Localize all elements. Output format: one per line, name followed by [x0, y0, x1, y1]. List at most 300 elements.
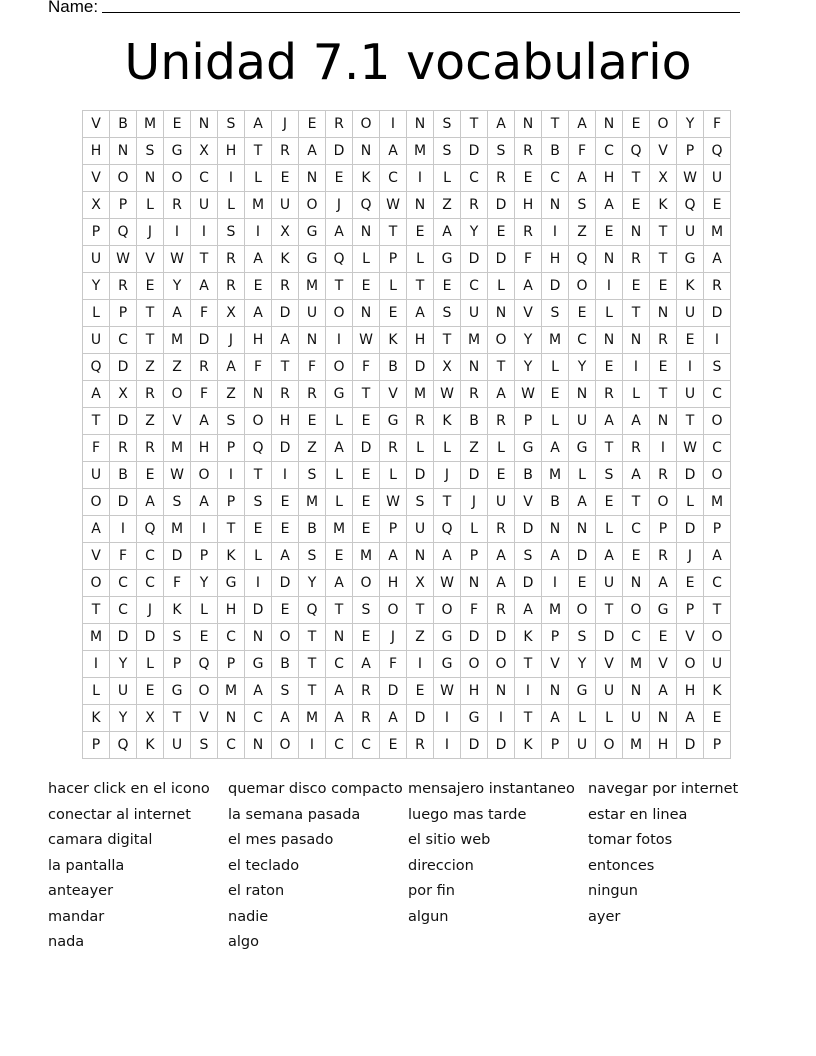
grid-cell: A [272, 705, 299, 732]
grid-cell: D [461, 624, 488, 651]
grid-cell: V [191, 705, 218, 732]
grid-cell: O [245, 408, 272, 435]
grid-cell: O [677, 651, 704, 678]
grid-cell: T [83, 597, 110, 624]
grid-cell: O [461, 651, 488, 678]
word-list-item: conectar al internet [48, 806, 191, 823]
word-list-item: el raton [228, 883, 285, 899]
grid-cell: P [218, 489, 245, 516]
grid-cell: U [623, 705, 650, 732]
grid-cell: Q [434, 516, 461, 543]
grid-cell: M [326, 516, 353, 543]
grid-cell: G [434, 246, 461, 273]
grid-cell: B [380, 354, 407, 381]
grid-cell: T [623, 489, 650, 516]
grid-cell: F [191, 381, 218, 408]
grid-cell: D [110, 408, 137, 435]
grid-cell: V [650, 651, 677, 678]
grid-cell: V [515, 300, 542, 327]
grid-cell: R [461, 192, 488, 219]
grid-cell: D [110, 489, 137, 516]
grid-cell: I [623, 354, 650, 381]
grid-cell: N [596, 246, 623, 273]
grid-cell: D [488, 732, 515, 759]
grid-cell: Y [191, 570, 218, 597]
grid-cell: H [218, 138, 245, 165]
grid-cell: T [434, 489, 461, 516]
grid-cell: O [353, 570, 380, 597]
grid-cell: K [83, 705, 110, 732]
grid-cell: F [380, 651, 407, 678]
grid-cell: T [326, 597, 353, 624]
grid-cell: R [299, 381, 326, 408]
grid-cell: R [488, 516, 515, 543]
word-list-item: nadie [228, 908, 269, 925]
grid-cell: C [191, 165, 218, 192]
grid-cell: R [488, 597, 515, 624]
grid-cell: O [488, 327, 515, 354]
grid-cell: X [218, 300, 245, 327]
grid-cell: R [407, 732, 434, 759]
grid-cell: I [596, 273, 623, 300]
grid-cell: E [380, 732, 407, 759]
grid-cell: D [110, 624, 137, 651]
grid-cell: U [569, 732, 596, 759]
grid-cell: E [353, 489, 380, 516]
word-list-item: por fin [408, 883, 455, 899]
grid-cell: O [488, 651, 515, 678]
grid-cell: W [434, 570, 461, 597]
grid-cell: Z [461, 435, 488, 462]
grid-cell: K [137, 732, 164, 759]
grid-cell: R [650, 543, 677, 570]
grid-cell: E [650, 354, 677, 381]
grid-cell: S [542, 300, 569, 327]
grid-cell: Y [569, 651, 596, 678]
grid-cell: O [380, 597, 407, 624]
grid-cell: Z [137, 408, 164, 435]
grid-cell: N [623, 327, 650, 354]
grid-cell: M [299, 273, 326, 300]
grid-cell: D [407, 354, 434, 381]
grid-cell: H [272, 408, 299, 435]
grid-cell: B [110, 111, 137, 138]
grid-cell: N [596, 111, 623, 138]
grid-cell: F [299, 354, 326, 381]
grid-cell: Z [164, 354, 191, 381]
grid-cell: H [650, 732, 677, 759]
grid-cell: Y [461, 219, 488, 246]
grid-cell: W [677, 165, 704, 192]
grid-cell: M [461, 327, 488, 354]
grid-cell: F [569, 138, 596, 165]
grid-cell: I [245, 219, 272, 246]
grid-cell: M [299, 489, 326, 516]
grid-cell: A [272, 327, 299, 354]
word-list-item: el teclado [228, 857, 300, 874]
grid-cell: N [623, 678, 650, 705]
grid-cell: N [650, 705, 677, 732]
grid-cell: A [245, 678, 272, 705]
grid-cell: S [218, 408, 245, 435]
grid-cell: G [380, 408, 407, 435]
grid-cell: A [326, 570, 353, 597]
grid-cell: P [83, 219, 110, 246]
grid-cell: A [353, 651, 380, 678]
grid-cell: S [569, 624, 596, 651]
grid-cell: Y [677, 111, 704, 138]
grid-cell: T [326, 273, 353, 300]
grid-cell: N [461, 570, 488, 597]
grid-cell: C [110, 570, 137, 597]
grid-cell: S [245, 489, 272, 516]
grid-cell: W [380, 489, 407, 516]
grid-cell: O [110, 165, 137, 192]
grid-cell: Q [110, 732, 137, 759]
grid-cell: E [650, 273, 677, 300]
grid-cell: C [353, 732, 380, 759]
grid-cell: L [596, 300, 623, 327]
word-list-item: ningun [588, 883, 638, 899]
grid-cell: Q [623, 138, 650, 165]
grid-cell: S [272, 678, 299, 705]
grid-cell: H [245, 327, 272, 354]
grid-cell: T [596, 597, 623, 624]
grid-cell: S [434, 138, 461, 165]
grid-cell: E [353, 408, 380, 435]
word-list-item: tomar fotos [588, 832, 673, 848]
word-list-item: el mes pasado [228, 832, 334, 848]
grid-cell: L [407, 246, 434, 273]
grid-cell: E [569, 300, 596, 327]
grid-cell: Q [299, 597, 326, 624]
grid-cell: H [218, 597, 245, 624]
grid-cell: M [623, 732, 650, 759]
grid-cell: W [677, 435, 704, 462]
grid-cell: D [461, 138, 488, 165]
grid-cell: E [677, 327, 704, 354]
grid-cell: V [83, 111, 110, 138]
grid-cell: P [110, 192, 137, 219]
grid-cell: P [191, 543, 218, 570]
grid-cell: A [83, 381, 110, 408]
grid-cell: R [218, 273, 245, 300]
grid-cell: N [650, 300, 677, 327]
grid-cell: G [164, 138, 191, 165]
grid-cell: R [650, 462, 677, 489]
grid-cell: M [299, 705, 326, 732]
grid-cell: I [164, 219, 191, 246]
grid-cell: N [326, 624, 353, 651]
grid-cell: M [542, 327, 569, 354]
grid-cell: N [515, 111, 542, 138]
name-label: Name: [48, 0, 99, 16]
word-list-item: camara digital [48, 832, 153, 848]
grid-cell: E [596, 489, 623, 516]
grid-cell: S [434, 111, 461, 138]
grid-cell: L [677, 489, 704, 516]
grid-cell: E [299, 408, 326, 435]
grid-cell: T [380, 219, 407, 246]
grid-cell: W [434, 381, 461, 408]
grid-cell: P [83, 732, 110, 759]
grid-cell: G [569, 435, 596, 462]
grid-cell: J [326, 192, 353, 219]
grid-cell: I [434, 705, 461, 732]
grid-cell: T [407, 273, 434, 300]
grid-cell: R [650, 327, 677, 354]
grid-cell: P [650, 516, 677, 543]
grid-cell: L [407, 435, 434, 462]
grid-cell: U [704, 651, 731, 678]
grid-cell: D [596, 624, 623, 651]
grid-cell: S [569, 192, 596, 219]
grid-cell: E [623, 111, 650, 138]
grid-cell: S [218, 219, 245, 246]
grid-cell: C [542, 165, 569, 192]
grid-cell: F [704, 111, 731, 138]
grid-cell: O [353, 111, 380, 138]
grid-cell: A [245, 246, 272, 273]
grid-cell: N [488, 300, 515, 327]
grid-cell: L [245, 165, 272, 192]
grid-cell: I [380, 111, 407, 138]
grid-cell: A [299, 138, 326, 165]
grid-cell: T [218, 516, 245, 543]
grid-cell: S [164, 624, 191, 651]
grid-cell: A [650, 570, 677, 597]
grid-cell: U [83, 246, 110, 273]
grid-cell: D [542, 273, 569, 300]
grid-cell: T [461, 111, 488, 138]
word-list-item: ayer [588, 908, 621, 925]
word-list-item: quemar disco compacto [228, 781, 403, 797]
grid-cell: I [650, 435, 677, 462]
grid-cell: A [596, 408, 623, 435]
grid-cell: F [353, 354, 380, 381]
grid-cell: R [137, 381, 164, 408]
grid-cell: D [488, 624, 515, 651]
grid-cell: K [704, 678, 731, 705]
grid-cell: D [191, 327, 218, 354]
grid-cell: E [623, 543, 650, 570]
grid-cell: E [353, 624, 380, 651]
grid-cell: F [515, 246, 542, 273]
grid-cell: P [461, 543, 488, 570]
grid-cell: M [164, 516, 191, 543]
grid-cell: P [704, 732, 731, 759]
grid-cell: N [353, 300, 380, 327]
grid-cell: B [542, 138, 569, 165]
grid-cell: T [299, 651, 326, 678]
grid-cell: R [407, 408, 434, 435]
grid-cell: I [407, 651, 434, 678]
grid-cell: A [407, 300, 434, 327]
grid-cell: V [596, 651, 623, 678]
grid-cell: P [542, 624, 569, 651]
grid-cell: E [137, 462, 164, 489]
grid-cell: V [515, 489, 542, 516]
grid-cell: E [623, 273, 650, 300]
word-list-item: la pantalla [48, 857, 125, 874]
grid-cell: I [542, 570, 569, 597]
grid-cell: I [542, 219, 569, 246]
grid-cell: R [110, 273, 137, 300]
grid-cell: A [569, 165, 596, 192]
grid-cell: R [515, 219, 542, 246]
grid-cell: Y [299, 570, 326, 597]
grid-cell: O [299, 192, 326, 219]
grid-cell: D [245, 597, 272, 624]
grid-cell: H [191, 435, 218, 462]
grid-cell: O [650, 111, 677, 138]
grid-cell: T [299, 678, 326, 705]
grid-cell: W [110, 246, 137, 273]
grid-cell: N [623, 219, 650, 246]
grid-cell: Z [299, 435, 326, 462]
grid-cell: O [83, 489, 110, 516]
grid-cell: G [650, 597, 677, 624]
grid-cell: G [164, 678, 191, 705]
grid-cell: M [407, 381, 434, 408]
grid-cell: G [434, 651, 461, 678]
grid-cell: E [623, 192, 650, 219]
grid-cell: Q [137, 516, 164, 543]
grid-cell: T [245, 462, 272, 489]
grid-cell: S [434, 300, 461, 327]
grid-cell: L [326, 408, 353, 435]
grid-cell: R [353, 678, 380, 705]
grid-cell: G [434, 624, 461, 651]
word-list-item: el sitio web [408, 832, 491, 848]
grid-cell: L [488, 273, 515, 300]
grid-cell: C [137, 570, 164, 597]
grid-cell: X [83, 192, 110, 219]
grid-cell: P [542, 732, 569, 759]
grid-cell: S [704, 354, 731, 381]
grid-cell: Y [164, 273, 191, 300]
grid-cell: R [272, 138, 299, 165]
grid-cell: O [704, 624, 731, 651]
grid-cell: A [218, 354, 245, 381]
name-underline [102, 0, 740, 13]
grid-cell: I [218, 462, 245, 489]
grid-cell: A [191, 489, 218, 516]
grid-cell: A [704, 246, 731, 273]
word-list-item: nada [48, 934, 85, 950]
grid-cell: C [704, 435, 731, 462]
grid-cell: A [164, 300, 191, 327]
grid-cell: H [677, 678, 704, 705]
grid-cell: I [245, 570, 272, 597]
grid-cell: Y [110, 705, 137, 732]
grid-cell: A [596, 543, 623, 570]
grid-cell: E [434, 273, 461, 300]
grid-cell: R [218, 246, 245, 273]
grid-cell: L [596, 516, 623, 543]
grid-cell: O [272, 732, 299, 759]
grid-cell: M [83, 624, 110, 651]
grid-cell: A [434, 219, 461, 246]
grid-cell: A [83, 516, 110, 543]
grid-cell: E [407, 219, 434, 246]
grid-cell: K [650, 192, 677, 219]
grid-cell: N [461, 354, 488, 381]
grid-cell: F [164, 570, 191, 597]
grid-cell: A [488, 570, 515, 597]
grid-cell: H [596, 165, 623, 192]
grid-cell: X [110, 381, 137, 408]
grid-cell: A [272, 543, 299, 570]
grid-cell: F [83, 435, 110, 462]
grid-cell: T [137, 300, 164, 327]
grid-cell: U [569, 408, 596, 435]
grid-cell: U [677, 381, 704, 408]
grid-cell: M [137, 111, 164, 138]
grid-cell: Q [677, 192, 704, 219]
grid-cell: O [164, 165, 191, 192]
grid-cell: D [677, 516, 704, 543]
grid-cell: N [218, 705, 245, 732]
grid-cell: O [650, 489, 677, 516]
grid-cell: E [164, 111, 191, 138]
grid-cell: D [461, 732, 488, 759]
grid-cell: B [515, 462, 542, 489]
grid-cell: U [83, 462, 110, 489]
grid-cell: Q [569, 246, 596, 273]
grid-cell: K [218, 543, 245, 570]
grid-cell: O [434, 597, 461, 624]
grid-cell: Y [110, 651, 137, 678]
grid-cell: E [245, 273, 272, 300]
grid-cell: Z [434, 192, 461, 219]
grid-cell: C [326, 651, 353, 678]
grid-cell: E [704, 705, 731, 732]
grid-cell: C [110, 327, 137, 354]
grid-cell: D [461, 462, 488, 489]
grid-cell: C [461, 273, 488, 300]
grid-cell: O [326, 354, 353, 381]
grid-cell: L [569, 705, 596, 732]
grid-cell: U [191, 192, 218, 219]
grid-cell: T [353, 381, 380, 408]
grid-cell: T [623, 165, 650, 192]
grid-cell: J [272, 111, 299, 138]
grid-cell: D [515, 570, 542, 597]
grid-cell: N [299, 327, 326, 354]
grid-cell: D [137, 624, 164, 651]
grid-cell: D [272, 570, 299, 597]
grid-cell: Y [83, 273, 110, 300]
grid-cell: E [353, 462, 380, 489]
grid-cell: D [569, 543, 596, 570]
grid-cell: E [515, 165, 542, 192]
grid-cell: N [407, 111, 434, 138]
grid-cell: R [164, 192, 191, 219]
grid-cell: B [299, 516, 326, 543]
grid-cell: T [488, 354, 515, 381]
grid-cell: B [461, 408, 488, 435]
grid-cell: D [110, 354, 137, 381]
grid-cell: D [677, 732, 704, 759]
grid-cell: A [542, 543, 569, 570]
grid-cell: N [650, 408, 677, 435]
word-list-item: hacer click en el icono [48, 781, 210, 797]
grid-cell: E [272, 597, 299, 624]
grid-cell: A [596, 192, 623, 219]
grid-cell: T [596, 435, 623, 462]
grid-cell: T [299, 624, 326, 651]
